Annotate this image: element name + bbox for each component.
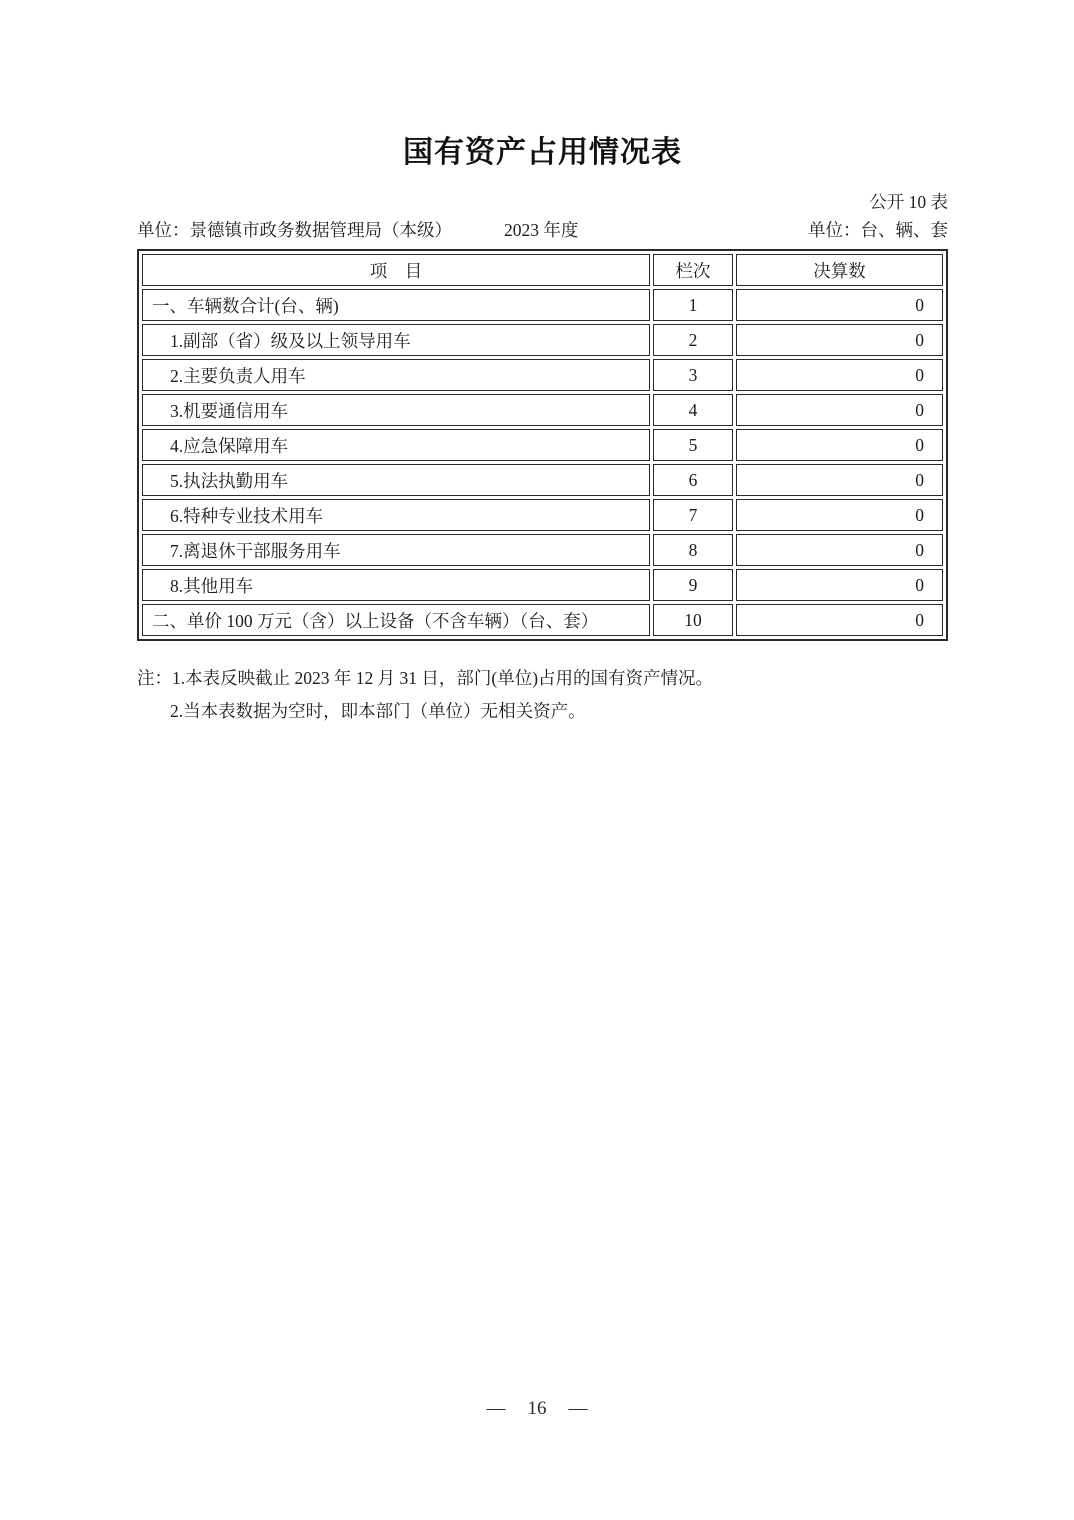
table-header-row bbox=[142, 254, 943, 286]
column-number-cell: 4 bbox=[653, 394, 733, 426]
page-footer bbox=[0, 1398, 1074, 1420]
column-number-cell: 9 bbox=[653, 569, 733, 601]
final-amount-cell: 0 bbox=[736, 534, 943, 566]
note-line-1: 注：1.本表反映截止 2023 年 12 月 31 日，部门(单位)占用的国有资产情况。 bbox=[137, 668, 714, 688]
table-row bbox=[142, 604, 943, 636]
final-amount-cell: 0 bbox=[736, 429, 943, 461]
footer-dash-left: — bbox=[486, 1398, 506, 1419]
table-row bbox=[142, 534, 943, 566]
item-cell: 二、单价 100 万元（含）以上设备（不含车辆）（台、套） bbox=[142, 604, 650, 636]
reporting-unit-label: 单位：景德镇市政务数据管理局（本级） bbox=[137, 220, 452, 240]
final-amount-cell: 0 bbox=[736, 394, 943, 426]
column-number-cell: 2 bbox=[653, 324, 733, 356]
item-cell: 一、车辆数合计(台、辆) bbox=[142, 289, 650, 321]
table-number-label: 公开 10 表 bbox=[869, 192, 948, 212]
meta-row bbox=[137, 218, 948, 242]
column-header-final-amount: 决算数 bbox=[736, 254, 943, 286]
fiscal-year-label: 2023 年度 bbox=[504, 220, 579, 240]
page-number: 16 bbox=[527, 1398, 547, 1419]
item-cell: 7.离退休干部服务用车 bbox=[142, 534, 650, 566]
notes-block bbox=[137, 662, 948, 728]
document-content bbox=[137, 132, 948, 728]
item-cell: 3.机要通信用车 bbox=[142, 394, 650, 426]
table-row bbox=[142, 429, 943, 461]
column-header-colno: 栏次 bbox=[653, 254, 733, 286]
column-number-cell: 1 bbox=[653, 289, 733, 321]
final-amount-cell: 0 bbox=[736, 604, 943, 636]
column-header-item: 项 目 bbox=[142, 254, 650, 286]
item-cell: 8.其他用车 bbox=[142, 569, 650, 601]
table-body bbox=[142, 289, 943, 636]
measure-unit-label: 单位：台、辆、套 bbox=[808, 220, 948, 240]
column-number-cell: 7 bbox=[653, 499, 733, 531]
table-row bbox=[142, 394, 943, 426]
item-cell: 4.应急保障用车 bbox=[142, 429, 650, 461]
column-number-cell: 3 bbox=[653, 359, 733, 391]
asset-occupation-table bbox=[137, 249, 948, 641]
column-number-cell: 5 bbox=[653, 429, 733, 461]
footer-dash-right: — bbox=[568, 1398, 588, 1419]
meta-left-group bbox=[137, 218, 578, 242]
table-row bbox=[142, 464, 943, 496]
table-row bbox=[142, 569, 943, 601]
final-amount-cell: 0 bbox=[736, 569, 943, 601]
final-amount-cell: 0 bbox=[736, 324, 943, 356]
item-cell: 1.副部（省）级及以上领导用车 bbox=[142, 324, 650, 356]
final-amount-cell: 0 bbox=[736, 499, 943, 531]
table-row bbox=[142, 324, 943, 356]
note-line-2: 2.当本表数据为空时，即本部门（单位）无相关资产。 bbox=[170, 701, 586, 721]
column-number-cell: 10 bbox=[653, 604, 733, 636]
column-number-cell: 6 bbox=[653, 464, 733, 496]
item-cell: 2.主要负责人用车 bbox=[142, 359, 650, 391]
final-amount-cell: 0 bbox=[736, 359, 943, 391]
final-amount-cell: 0 bbox=[736, 464, 943, 496]
page-title: 国有资产占用情况表 bbox=[403, 136, 682, 169]
column-number-cell: 8 bbox=[653, 534, 733, 566]
table-row bbox=[142, 499, 943, 531]
item-cell: 6.特种专业技术用车 bbox=[142, 499, 650, 531]
item-cell: 5.执法执勤用车 bbox=[142, 464, 650, 496]
final-amount-cell: 0 bbox=[736, 289, 943, 321]
table-row bbox=[142, 289, 943, 321]
table-row bbox=[142, 359, 943, 391]
